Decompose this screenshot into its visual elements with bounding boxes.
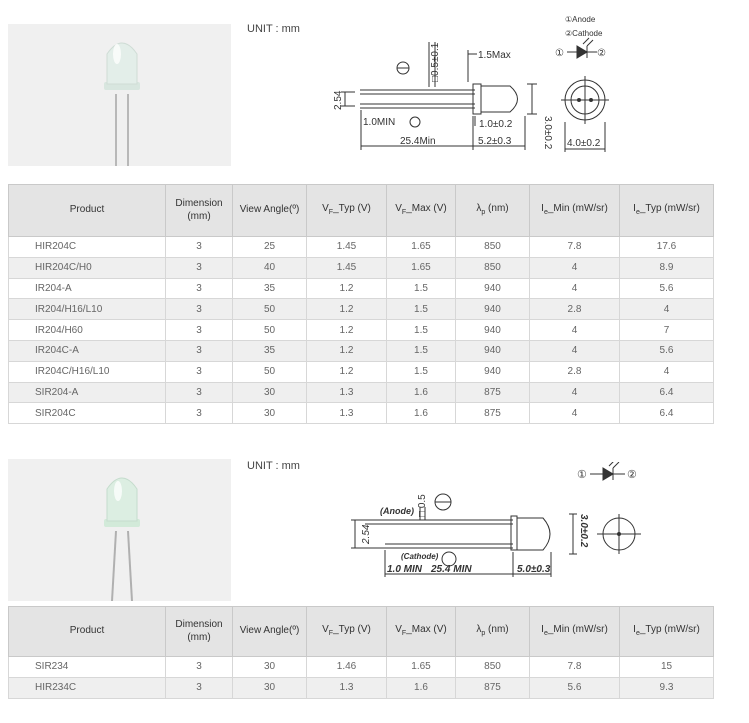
pin1-label: ①: [555, 48, 564, 59]
diode-symbol: [555, 38, 606, 59]
dimension-drawing: [325, 462, 645, 582]
cell-vf-max: 1.5: [387, 320, 456, 341]
dim-diameter-body: 3.0±0.2: [542, 116, 553, 150]
cell-view-angle: 30: [233, 403, 307, 424]
cell-ie-min: 2.8: [530, 299, 620, 320]
dim-diameter-body: 3.0±0.2: [578, 514, 589, 548]
cell-ie-typ: 6.4: [620, 403, 714, 424]
table-row: [9, 278, 714, 299]
dim-lead-length: 25.4Min: [400, 136, 436, 147]
spec-table-1: [8, 184, 714, 424]
cell-ie-typ: 9.3: [620, 677, 714, 698]
cell-dimension: 3: [166, 361, 233, 382]
cell-ie-typ: 4: [620, 361, 714, 382]
cell-product: IR204-A: [9, 278, 166, 299]
col-vf-max: $V_F\_Max$ (V): [387, 607, 456, 657]
cell-ie-min: 5.6: [530, 677, 620, 698]
cell-view-angle: 40: [233, 257, 307, 278]
cell-product: IR204/H60: [9, 320, 166, 341]
label-cathode: (Cathode): [401, 552, 439, 561]
cell-vf-typ: 1.2: [307, 320, 387, 341]
cell-vf-typ: 1.2: [307, 299, 387, 320]
dim-lead-length: 25.4 MIN: [431, 564, 472, 575]
cell-lambda: 940: [456, 340, 530, 361]
dim-max: 1.5Max: [478, 50, 511, 61]
cell-ie-typ: 7: [620, 320, 714, 341]
led-photo: [8, 24, 231, 166]
table-row: [9, 657, 714, 678]
legend-cathode: ②Cathode: [565, 29, 603, 38]
col-view-angle: View Angle(º): [233, 607, 307, 657]
unit-label: UNIT : mm: [247, 460, 300, 472]
table-row: [9, 382, 714, 403]
col-wavelength: $\lambda_p$ (nm): [456, 185, 530, 237]
col-dimension: Dimension (mm): [166, 607, 233, 657]
cell-dimension: 3: [166, 299, 233, 320]
table-row: [9, 677, 714, 698]
cell-ie-typ: 5.6: [620, 340, 714, 361]
cell-vf-max: 1.65: [387, 257, 456, 278]
dim-body-length: 5.0±0.3: [517, 564, 551, 575]
cell-vf-max: 1.5: [387, 340, 456, 361]
cell-vf-max: 1.65: [387, 657, 456, 678]
spec-table-2: [8, 606, 714, 699]
label-anode: (Anode): [380, 506, 414, 516]
cell-vf-typ: 1.3: [307, 382, 387, 403]
cell-view-angle: 25: [233, 237, 307, 258]
cell-ie-min: 4: [530, 320, 620, 341]
cell-ie-typ: 5.6: [620, 278, 714, 299]
cell-lambda: 875: [456, 382, 530, 403]
dim-flange: 1.0±0.2: [479, 119, 513, 130]
led-photo: [8, 459, 231, 601]
cell-vf-typ: 1.46: [307, 657, 387, 678]
cell-product: SIR234: [9, 657, 166, 678]
table-row: [9, 403, 714, 424]
cell-lambda: 940: [456, 278, 530, 299]
pin1-label: ①: [577, 469, 587, 481]
cell-ie-min: 4: [530, 278, 620, 299]
cell-vf-max: 1.65: [387, 237, 456, 258]
cell-product: HIR234C: [9, 677, 166, 698]
cell-product: SIR204C: [9, 403, 166, 424]
col-ie-min: $I_e\_Min$ (mW/sr): [530, 607, 620, 657]
cell-dimension: 3: [166, 237, 233, 258]
cell-product: HIR204C: [9, 237, 166, 258]
cell-dimension: 3: [166, 257, 233, 278]
table-header-row: [9, 185, 714, 237]
cell-dimension: 3: [166, 340, 233, 361]
cell-vf-max: 1.5: [387, 299, 456, 320]
cell-dimension: 3: [166, 657, 233, 678]
cell-ie-min: 7.8: [530, 657, 620, 678]
col-wavelength: $\lambda_p$ (nm): [456, 607, 530, 657]
cell-lambda: 940: [456, 320, 530, 341]
cell-vf-max: 1.6: [387, 382, 456, 403]
cell-vf-max: 1.6: [387, 677, 456, 698]
cell-ie-min: 7.8: [530, 237, 620, 258]
cell-lambda: 850: [456, 257, 530, 278]
cell-ie-typ: 4: [620, 299, 714, 320]
cell-vf-typ: 1.3: [307, 403, 387, 424]
cell-view-angle: 30: [233, 657, 307, 678]
cell-vf-max: 1.5: [387, 278, 456, 299]
cell-dimension: 3: [166, 403, 233, 424]
cell-ie-min: 4: [530, 340, 620, 361]
cell-product: IR204C/H16/L10: [9, 361, 166, 382]
cell-vf-typ: 1.45: [307, 257, 387, 278]
col-vf-typ: $V_F\_Typ$ (V): [307, 185, 387, 237]
cell-vf-max: 1.6: [387, 403, 456, 424]
col-vf-typ: $V_F\_Typ$ (V): [307, 607, 387, 657]
cell-ie-typ: 15: [620, 657, 714, 678]
cell-view-angle: 35: [233, 340, 307, 361]
col-ie-typ: $I_e\_Typ$ (mW/sr): [620, 607, 714, 657]
col-product: Product: [9, 607, 166, 657]
cell-lambda: 940: [456, 299, 530, 320]
col-vf-max: $V_F\_Max$ (V): [387, 185, 456, 237]
cell-view-angle: 50: [233, 361, 307, 382]
cell-lambda: 850: [456, 237, 530, 258]
cell-view-angle: 50: [233, 299, 307, 320]
cell-product: HIR204C/H0: [9, 257, 166, 278]
cell-vf-typ: 1.3: [307, 677, 387, 698]
cell-view-angle: 30: [233, 382, 307, 403]
dimension-drawing: [325, 12, 625, 162]
dim-pitch: 2.54: [361, 524, 372, 544]
cell-lambda: 875: [456, 403, 530, 424]
dim-min-lead: 1.0MIN: [363, 117, 396, 128]
diode-symbol: [577, 462, 637, 481]
col-view-angle: View Angle(º): [233, 185, 307, 237]
cell-product: IR204C-A: [9, 340, 166, 361]
col-ie-min: $I_e\_Min$ (mW/sr): [530, 185, 620, 237]
dim-lead-square: □0.5±0.1: [430, 42, 441, 82]
table-row: [9, 361, 714, 382]
cell-ie-min: 4: [530, 403, 620, 424]
cell-vf-typ: 1.2: [307, 340, 387, 361]
unit-label: UNIT : mm: [247, 23, 300, 35]
table-row: [9, 237, 714, 258]
cell-product: IR204/H16/L10: [9, 299, 166, 320]
table-row: [9, 340, 714, 361]
cell-dimension: 3: [166, 320, 233, 341]
cell-ie-typ: 8.9: [620, 257, 714, 278]
cell-dimension: 3: [166, 382, 233, 403]
cell-ie-min: 4: [530, 382, 620, 403]
pin2-label: ②: [627, 469, 637, 481]
table-row: [9, 257, 714, 278]
cell-lambda: 850: [456, 657, 530, 678]
cell-product: SIR204-A: [9, 382, 166, 403]
cell-lambda: 875: [456, 677, 530, 698]
legend-anode: ①Anode: [565, 15, 596, 24]
cell-view-angle: 30: [233, 677, 307, 698]
cell-vf-typ: 1.2: [307, 278, 387, 299]
dim-lead-square: □ 0.5: [417, 494, 428, 517]
table-row: [9, 299, 714, 320]
cell-view-angle: 35: [233, 278, 307, 299]
led-3mm-diffused-image: [8, 24, 231, 166]
dim-pitch: 2.54: [333, 90, 344, 110]
dim-min-lead: 1.0 MIN: [387, 564, 423, 575]
col-ie-typ: $I_e\_Typ$ (mW/sr): [620, 185, 714, 237]
col-product: Product: [9, 185, 166, 237]
cell-lambda: 940: [456, 361, 530, 382]
cell-view-angle: 50: [233, 320, 307, 341]
cell-vf-typ: 1.45: [307, 237, 387, 258]
col-dimension: Dimension (mm): [166, 185, 233, 237]
cell-vf-max: 1.5: [387, 361, 456, 382]
pin2-label: ②: [597, 48, 606, 59]
dim-body-length: 5.2±0.3: [478, 136, 512, 147]
cell-ie-typ: 6.4: [620, 382, 714, 403]
cell-vf-typ: 1.2: [307, 361, 387, 382]
table-header-row: [9, 607, 714, 657]
cell-dimension: 3: [166, 677, 233, 698]
cell-ie-min: 2.8: [530, 361, 620, 382]
cell-dimension: 3: [166, 278, 233, 299]
cell-ie-min: 4: [530, 257, 620, 278]
led-3mm-water-clear-image: [8, 459, 231, 601]
table-row: [9, 320, 714, 341]
dim-flange-diameter: 4.0±0.2: [567, 138, 601, 149]
cell-ie-typ: 17.6: [620, 237, 714, 258]
